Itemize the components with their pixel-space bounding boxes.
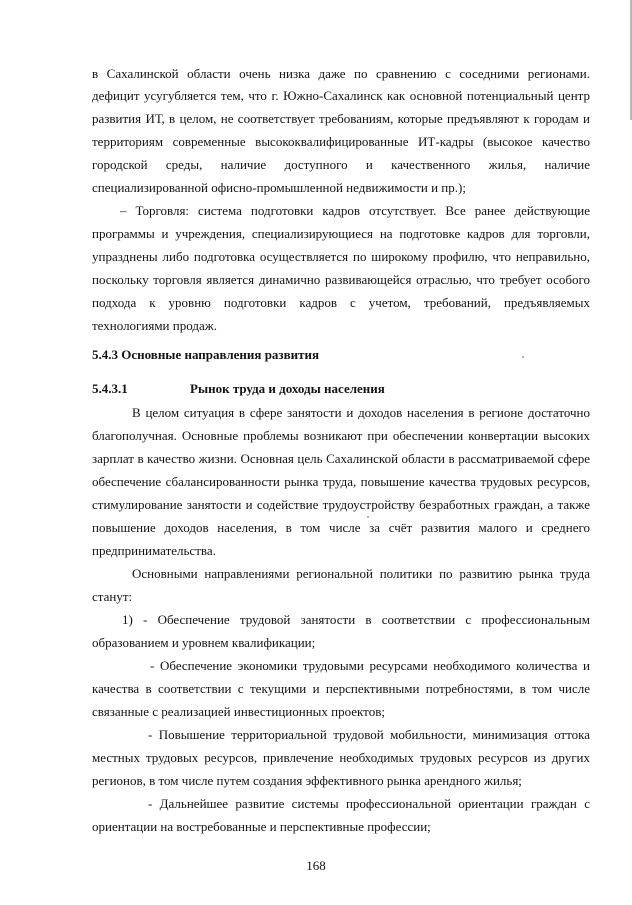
text-line: в Сахалинской области очень низка даже по сравнению с соседними регионами. [92,66,590,81]
text-line: образованием и уровнем квалификации; [92,635,316,650]
text-line: Основными направлениями региональной политики по развитию рынка труда [132,566,590,581]
text-line: дефицит усугубляется тем, что г. Южно-Сахалинск как основной потенциальный центр [92,88,590,103]
text-line: развития ИТ, в целом, не соответствует требованиям, которые предъявляют к городам и [92,111,590,126]
text-line: повышение доходов населения, в том числе за счёт развития малого и среднего [92,520,590,535]
text-line: ориентации на востребованные и перспективные профессии; [92,819,431,834]
scan-speck [522,356,524,358]
text-line: регионов, в том числе путем создания эффективного рынка арендного жилья; [92,773,522,788]
page-number: 168 [306,858,326,873]
text-line: местных трудовых ресурсов, привлечение необходимых трудовых ресурсов из других [92,750,590,765]
text-line: предпринимательства. [92,543,216,558]
text-line: – Торговля: система подготовки кадров отсутствует. Все ранее действующие [120,203,590,218]
text-line: качества в соответствии с текущими и перспективными потребностями, в том числе [92,681,590,696]
text-line: упразднены либо подготовка осуществляется по широкому профилю, что неправильно, [92,249,590,264]
text-line: - Дальнейшее развитие системы профессиональной ориентации граждан с [148,796,590,811]
subsection-number: 5.4.3.1 [92,381,128,396]
text-line: благополучная. Основные проблемы возникают при обеспечении конвертации высоких [92,428,590,443]
text-line: стимулирование занятости и содействие трудоустройству безработных граждан, а также [92,497,590,512]
text-line: станут: [92,589,133,604]
subsection-title: Рынок труда и доходы населения [190,381,385,396]
text-line: территориям современные высококвалифицированные ИТ-кадры (высокое качество [92,134,590,149]
text-line: специализированной офисно-промышленной недвижимости и пр.); [92,180,466,195]
text-line: зарплат в качество жизни. Основная цель Сахалинской области в рассматриваемой сфере [92,451,590,466]
text-line: городской среды, наличие доступного и качественного жилья, наличие [92,157,590,172]
text-line: В целом ситуация в сфере занятости и доходов населения в регионе достаточно [132,405,590,420]
text-line: 1) - Обеспечение трудовой занятости в соответствии с профессиональным [122,612,590,627]
text-line: поскольку торговля является динамично развивающейся отраслью, что требует особого [92,272,590,287]
text-line: - Повышение территориальной трудовой мобильности, минимизация оттока [148,727,590,742]
text-line: связанные с реализацией инвестиционных проектов; [92,704,385,719]
text-line: программы и учреждения, специализирующиеся на подготовке кадров для торговли, [92,226,590,241]
text-line: подхода к уровню подготовки кадров с учетом, требований, предъявляемых [92,295,590,310]
text-line: технологиями продаж. [92,318,217,333]
text-line: - Обеспечение экономики трудовыми ресурсами необходимого количества и [150,658,590,673]
text-line: обеспечение сбалансированности рынка труда, повышение качества трудовых ресурсов, [92,474,590,489]
scan-speck [367,516,369,518]
section-heading: 5.4.3 Основные направления развития [92,347,320,362]
